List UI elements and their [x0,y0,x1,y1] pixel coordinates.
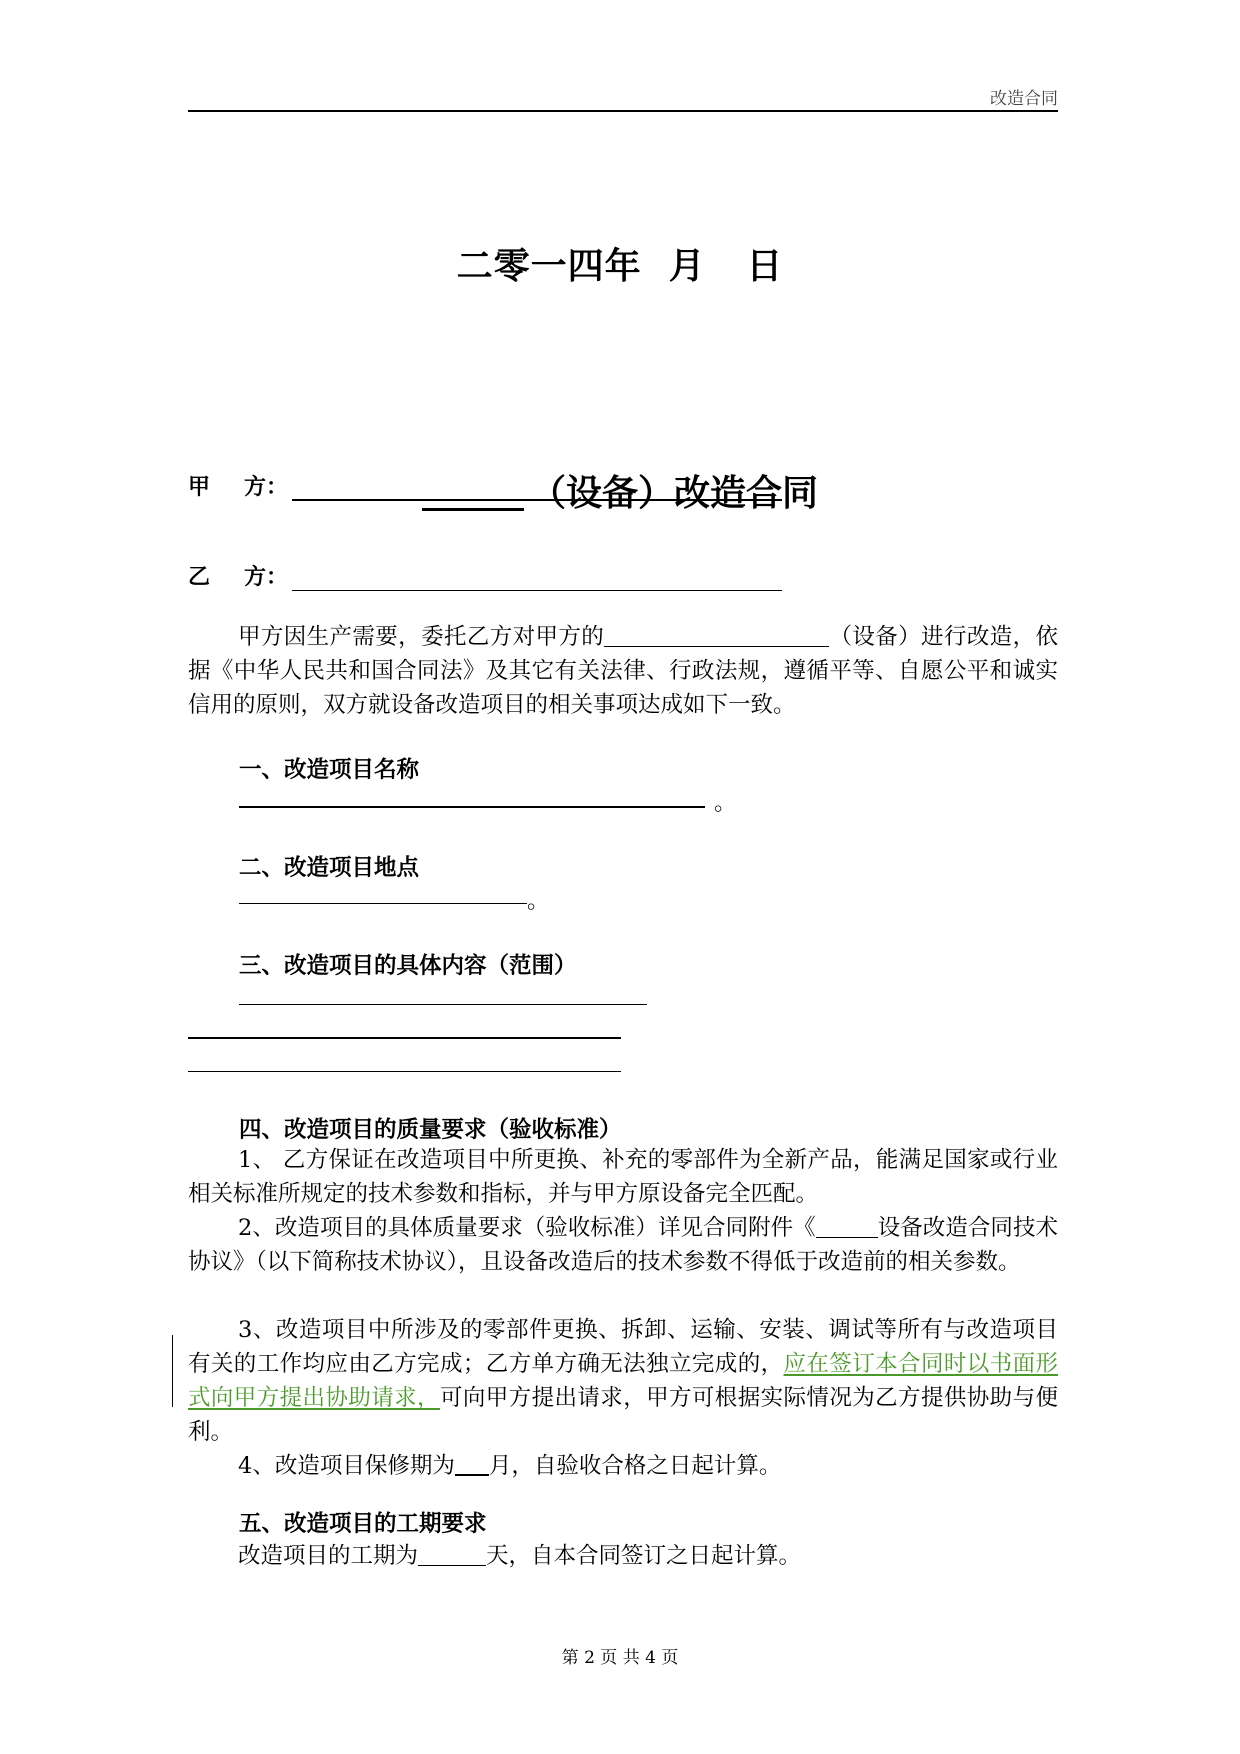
section-5-heading: 五、改造项目的工期要求 [239,1511,487,1537]
section-4-heading: 四、改造项目的质量要求（验收标准） [239,1117,622,1143]
revision-change-bar [172,1335,173,1407]
party-b-label-2: 方： [243,564,288,590]
party-b-row [188,560,782,591]
section-1-blank[interactable] [239,806,705,808]
section-3-blank-3[interactable] [188,1071,621,1072]
intro-equipment-blank[interactable] [604,624,829,647]
party-a-label-1: 甲 [188,474,211,500]
section-3-heading: 三、改造项目的具体内容（范围） [239,953,577,979]
party-a-blank[interactable] [292,475,782,501]
section-4-paragraph-3 [188,1313,1058,1449]
date-title: 二零一四年 月 日 [456,245,784,287]
page-footer: 第 2 页 共 4 页 [561,1648,679,1668]
section-3-blank-1[interactable] [239,1004,647,1005]
intro-text-1: 甲方因生产需要，委托乙方对甲方的 [238,624,605,650]
s4p4-text-1: 4、改造项目保修期为 [238,1453,455,1479]
section-4-paragraph-1: 1、 乙方保证在改造项目中所更换、补充的零部件为全新产品，能满足国家或行业相关标准所规定的技术参数和指标，并与甲方原设备完全匹配。 [188,1147,1058,1207]
header-title: 改造合同 [990,89,1058,109]
section-4-paragraph-2 [188,1211,1058,1279]
party-a-label-2: 方： [243,474,288,500]
section-2-blank[interactable] [239,903,527,904]
party-b-blank[interactable] [292,566,782,591]
section-1-heading: 一、改造项目名称 [239,757,420,783]
intro-paragraph [188,620,1058,722]
party-b-label-1: 乙 [188,564,211,590]
section-3-blank-2[interactable] [188,1037,621,1039]
agreement-equipment-blank[interactable] [816,1215,878,1238]
s4p2-text-1: 2、改造项目的具体质量要求（验收标准）详见合同附件《 [238,1215,816,1241]
contract-title-text: （设备）改造合同 [529,472,818,514]
s5p1-text-2: 天，自本合同签订之日起计算。 [486,1543,802,1569]
s4p4-text-2: 月，自验收合格之日起计算。 [488,1453,782,1479]
section-4-paragraph-4 [188,1449,1058,1483]
intro-text-2: （设备）进行改造，依据《中华人民共和国合同法》及其它有关法律、行政法规，遵循平等、自愿公平和诚实信用的原则，双方就设备改造项目的相关事项达成如下一致。 [188,624,1058,718]
s5p1-text-1: 改造项目的工期为 [238,1543,419,1569]
s4p2-text-2: 设备改造合同技术协议》（以下简称技术协议），且设备改造后的技术参数不得低于改造前的相关参数。 [188,1215,1058,1275]
s4p3-text-1: 3、改造项目中所涉及的零部件更换、拆卸、运输、安装、调试等所有与改造项目有关的工作均应由乙方完成；乙方单方确无法独立完成的， [188,1317,1058,1377]
tracked-insertion-text[interactable]: 应在签订本合同时以书面形式向甲方提出协助请求， [188,1351,1058,1411]
section-1-end: 。 [714,790,737,816]
party-a-row [188,470,782,501]
page-header [188,84,1058,112]
section-2-heading: 二、改造项目地点 [239,855,420,881]
s4p3-text-2: 可向甲方提出请求，甲方可根据实际情况为乙方提供协助与便利。 [188,1385,1058,1445]
section-2-end: 。 [527,888,550,914]
warranty-months-blank[interactable] [455,1452,489,1476]
duration-days-blank[interactable] [418,1543,486,1566]
section-5-paragraph-1 [188,1539,1058,1573]
